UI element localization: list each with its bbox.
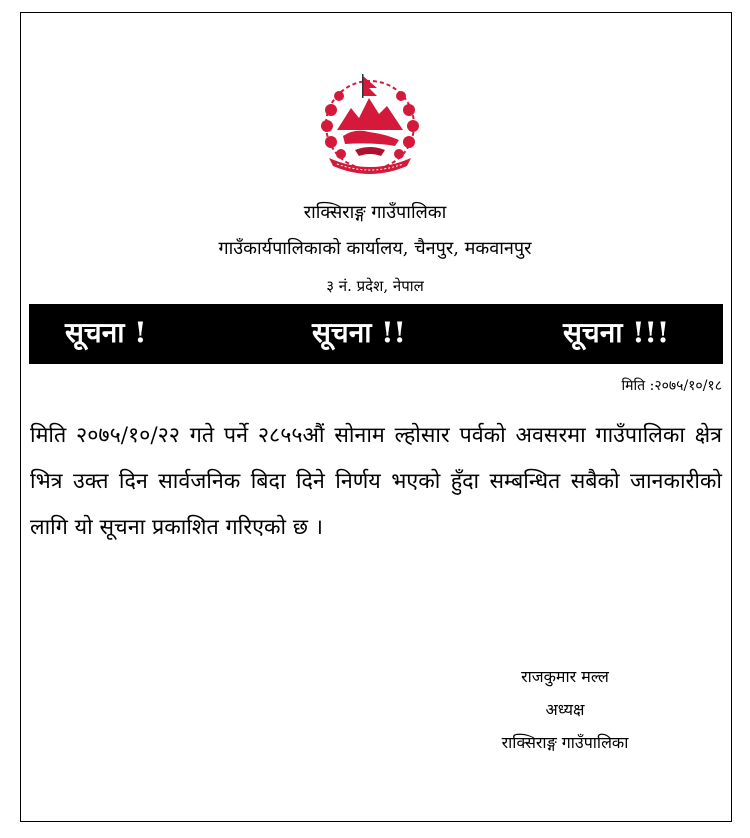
nepal-emblem-icon [303, 70, 437, 180]
office-address: गाउँकार्यपालिकाको कार्यालय, चैनपुर, मकवानपुर [218, 238, 532, 259]
notice-date: मिति :२०७५/१०/१८ [621, 378, 722, 394]
banner-notice-3: सूचना !!! [563, 316, 670, 349]
banner-notice-1: सूचना ! [65, 316, 147, 349]
signatory-office: राक्सिराङ्ग गाउँपालिका [501, 733, 629, 752]
signatory-title: अध्यक्ष [545, 700, 585, 719]
notice-banner [29, 304, 723, 364]
province-line: ३ नं. प्रदेश, नेपाल [326, 277, 424, 295]
banner-notice-2: सूचना !! [312, 316, 406, 349]
municipality-name: राक्सिराङ्ग गाउँपालिका [303, 202, 447, 223]
signatory-name: राजकुमार मल्ल [521, 667, 609, 686]
notice-body: मिति २०७५/१०/२२ गते पर्ने २८५५औं सोनाम ल्होसार पर्वको अवसरमा गाउँपालिका क्षेत्र भित्र उक्त दिन सार्वजनिक बिदा दिने निर्णय भएको हुँदा सम्बन्धित सबैको जानकारीको लागि यो सूचना प्रकाशित गरिएको छ । [30, 423, 722, 540]
